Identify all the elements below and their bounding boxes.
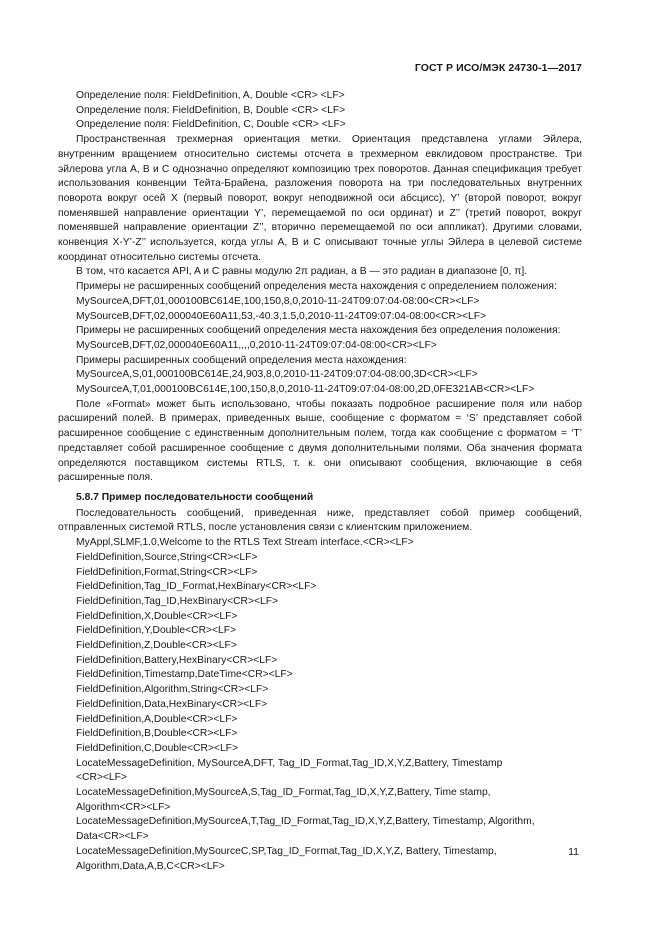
example-message: MySourceA,T,01,000100BC614E,100,150,8,0,2010-11-24T09:07:04-08:00,2D,0FE321AB<CR><LF> — [76, 384, 535, 396]
locate-definition-line: LocateMessageDefinition,MySourceA,S,Tag_ID_Format,Tag_ID,X,Y,Z,Battery, Time stamp, — [76, 787, 491, 799]
sequence-line: MyAppl,SLMF,1.0,Welcome to the RTLS Text Stream interface.<CR><LF> — [76, 537, 414, 549]
sequence-line: FieldDefinition,Tag_ID,HexBinary<CR><LF> — [76, 595, 279, 607]
sequence-line: FieldDefinition,Z,Double<CR><LF> — [76, 640, 237, 652]
section-heading: 5.8.7 Пример последовательности сообщений — [76, 491, 314, 503]
sequence-line: FieldDefinition,Tag_ID_Format,HexBinary<CR><LF> — [76, 581, 317, 593]
locate-definition-line: LocateMessageDefinition,MySourceA,T,Tag_ID_Format,Tag_ID,X,Y,Z,Battery, Timestamp, Algorithm, — [76, 816, 535, 828]
example-message: MySourceA,S,01,000100BC614E,24,903,8,0,2010-11-24T09:07:04-08:00,3D<CR><LF> — [76, 369, 478, 381]
sequence-line: FieldDefinition,B,Double<CR><LF> — [76, 728, 238, 740]
sequence-line: FieldDefinition,X,Double<CR><LF> — [76, 610, 238, 622]
sequence-line: FieldDefinition,Format,String<CR><LF> — [76, 566, 258, 578]
message-sequence — [58, 536, 582, 874]
examples-with-position-intro: Примеры не расширенных сообщений определения места нахождения с определением положения: — [76, 281, 557, 293]
sequence-line: FieldDefinition,C,Double<CR><LF> — [76, 742, 238, 754]
api-paragraph: В том, что касается API, A и C равны модулю 2π радиан, а B — это радиан в диапазоне [0, π]. — [76, 266, 528, 278]
example-message: MySourceB,DFT,02,000040E60A11,53,-40.3,1.5,0,2010-11-24T09:07:04-08:00<CR><LF> — [76, 310, 487, 322]
field-definition-line: Определение поля: FieldDefinition, B, Double <CR> <LF> — [76, 104, 346, 116]
sequence-line: FieldDefinition,Battery,HexBinary<CR><LF> — [76, 654, 278, 666]
example-message: MySourceA,DFT,01,000100BC614E,100,150,8,0,2010-11-24T09:07:04-08:00<CR><LF> — [76, 295, 480, 307]
locate-definition-continuation: <CR><LF> — [76, 772, 127, 784]
locate-definition-continuation: Data<CR><LF> — [76, 831, 149, 843]
page-content — [58, 89, 582, 874]
document-header: ГОСТ Р ИСО/МЭК 24730-1—2017 — [414, 62, 582, 74]
example-message: MySourceB,DFT,02,000040E60A11,,,,0,2010-11-24T09:07:04-08:00<CR><LF> — [76, 339, 437, 351]
sequence-line: FieldDefinition,Source,String<CR><LF> — [76, 551, 258, 563]
field-definition-line: Определение поля: FieldDefinition, A, Double <CR> <LF> — [76, 90, 345, 101]
format-paragraph: Поле «Format» может быть использовано, чтобы показать подробное расширение поля или набор расширений полей. В примерах, приведенных выше, сообщение с форматом = ‘S’ представляет собой расширенное сообщение с единственным дополнительным полем, тогда как сообщение с форматом = ‘T’ представляет собой расширенное сообщение с двумя дополнительными полями. Оба значения формата определяются поставщиком системы RTLS, т. к. они описывают сообщения, включающие в себя расширенные поля. — [58, 398, 582, 484]
field-definition-line: Определение поля: FieldDefinition, C, Double <CR> <LF> — [76, 119, 346, 131]
examples-without-position-intro: Примеры не расширенных сообщений определения места нахождения без определения положения: — [76, 325, 561, 337]
sequence-line: FieldDefinition,A,Double<CR><LF> — [76, 713, 238, 725]
locate-definition-continuation: Algorithm,Data,A,B,C<CR><LF> — [76, 860, 225, 872]
page-number: 11 — [568, 846, 579, 858]
sequence-line: FieldDefinition,Algorithm,String<CR><LF> — [76, 684, 269, 696]
sequence-line: FieldDefinition,Timestamp,DateTime<CR><LF> — [76, 669, 293, 681]
locate-definition-line: LocateMessageDefinition,MySourceC,SP,Tag_ID_Format,Tag_ID,X,Y,Z, Battery, Timestamp, — [76, 845, 497, 857]
sequence-paragraph: Последовательность сообщений, приведенная ниже, представляет собой пример сообщений, отправленных системой RTLS, после установления связи с клиентским приложением. — [58, 507, 582, 534]
locate-definition-line: LocateMessageDefinition, MySourceA,DFT, Tag_ID_Format,Tag_ID,X,Y,Z,Battery, Timestamp — [76, 757, 503, 769]
examples-extended-intro: Примеры расширенных сообщений определения места нахождения: — [76, 354, 407, 366]
orientation-paragraph: Пространственная трехмерная ориентация метки. Ориентация представлена углами Эйлера, внутренним вращением относительно системы отсчета в трехмерном евклидовом пространстве. Три эйлерова угла A, B и C однозначно определяют композицию трех поворотов. Данная спецификация требует использования конвенции Тейта-Брайена, разложения поворота на три последовательных внутренних поворота вокруг осей X (первый поворот, вокруг неподвижной оси абсцисс), Y’ (второй поворот, вокруг поменявшей направление ориентации Y’, перемещаемой по оси ординат) и Z’’ (третий поворот, вокруг поменявшей направление ориентации Z’’, вторично перемещаемой по оси аппликат). Другими словами, конвенция X-Y’-Z’’ используется, когда углы A, B и C описывают точные углы Эйлера в целевой системе координат относительно системы отсчета. — [58, 134, 582, 263]
sequence-line: FieldDefinition,Data,HexBinary<CR><LF> — [76, 698, 268, 710]
sequence-line: FieldDefinition,Y,Double<CR><LF> — [76, 625, 237, 637]
locate-definition-continuation: Algorithm<CR><LF> — [76, 801, 171, 813]
